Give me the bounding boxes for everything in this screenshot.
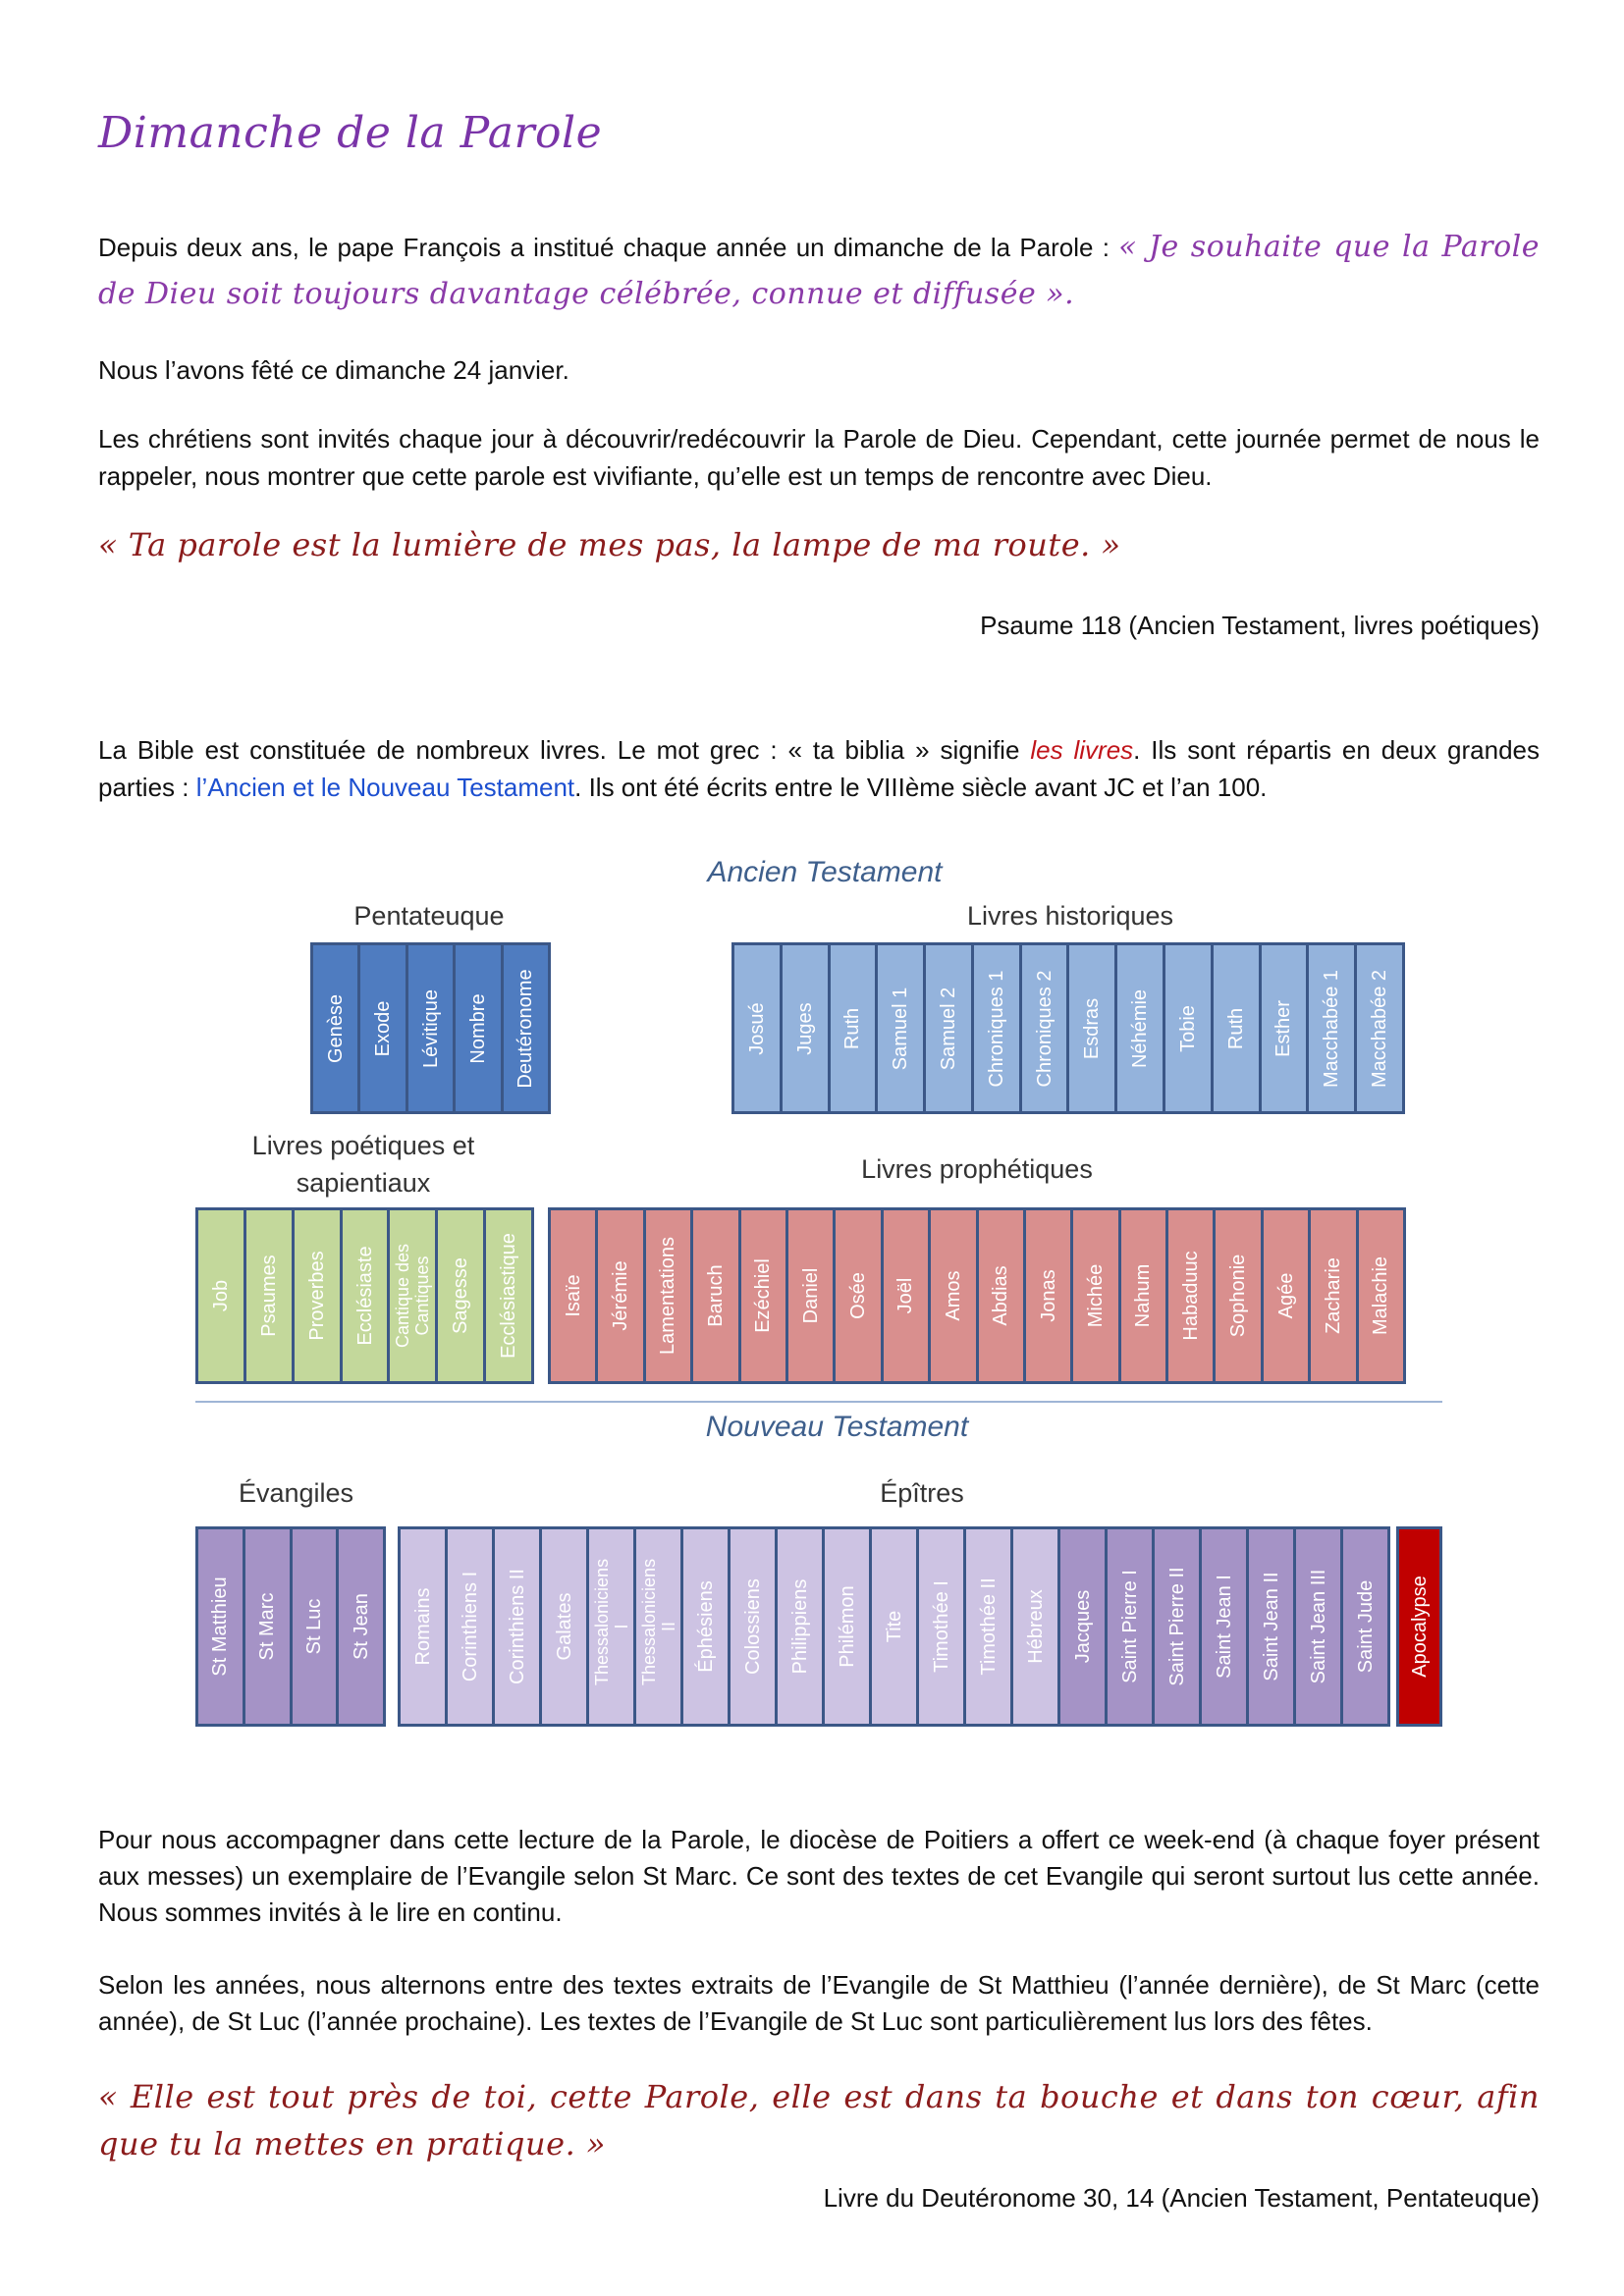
invitation-paragraph: Les chrétiens sont invités chaque jour à découvrir/redécouvrir la Parole de Dieu. Cependant, cette journée permet de nous le rappeler, nous montrer que cette parole est vivifiante, qu’elle est un temps de rencontre avec Dieu. [98, 424, 1540, 491]
book-label: Psaumes [257, 1255, 280, 1337]
bible-paragraph [98, 731, 1540, 806]
book-apocalypse-1 [1399, 1529, 1439, 1724]
book-label: Thessaloniciens II [638, 1558, 678, 1685]
book-epitres-light-3 [495, 1529, 542, 1724]
book-poetiques-5 [390, 1210, 438, 1381]
book-label: Lévitique [419, 988, 442, 1068]
nt-title: Nouveau Testament [705, 1411, 969, 1443]
book-label: Saint Jude [1354, 1579, 1377, 1674]
psalm-quote: « Ta parole est la lumière de mes pas, la lampe de ma route. » [98, 526, 1121, 563]
book-pentateuque-1 [313, 945, 360, 1111]
bible-text-a: La Bible est constituée de nombreux livres. Le mot grec : « ta biblia » signifie [98, 735, 1031, 765]
book-label: Sagesse [450, 1257, 472, 1334]
book-label: Abdias [990, 1265, 1012, 1326]
page-title: Dimanche de la Parole [98, 108, 603, 158]
pentateuque-group [310, 942, 551, 1114]
book-label: Ruth [1224, 1007, 1247, 1049]
book-label: Macchabée 1 [1321, 969, 1343, 1088]
book-prophetiques-12 [1073, 1210, 1120, 1381]
book-epitres-light-14 [1013, 1529, 1060, 1724]
book-label: Thessaloniciens I [591, 1558, 631, 1685]
book-label: St Jean [350, 1593, 372, 1660]
book-label: Habaduuc [1179, 1251, 1202, 1341]
book-label: Chroniques 2 [1033, 970, 1056, 1087]
book-label: Jonas [1037, 1269, 1059, 1322]
book-epitres-light-4 [542, 1529, 589, 1724]
book-historiques-8 [1069, 945, 1117, 1111]
book-prophetiques-2 [598, 1210, 645, 1381]
book-epitres-dark-1 [1060, 1529, 1108, 1724]
book-historiques-7 [1022, 945, 1070, 1111]
bible-text-e: . Ils ont été écrits entre le VIIIème siècle avant JC et l’an 100. [574, 773, 1268, 802]
book-prophetiques-9 [931, 1210, 978, 1381]
book-label: Exode [372, 1000, 395, 1056]
ot-title: Ancien Testament [707, 856, 943, 888]
epitres-group [398, 1526, 1390, 1727]
book-pentateuque-4 [456, 945, 503, 1111]
book-label: Malachie [1370, 1255, 1392, 1336]
diocese-paragraph: Pour nous accompagner dans cette lecture de la Parole, le diocèse de Poitiers a offert ce week-end (à chaque foyer présent aux messes) un exemplaire de l’Evangile selon St Marc. Ce sont des textes de cet Evangile qui seront surtout lus cette année. Nous sommes invités à le lire en continu. [98, 1825, 1540, 1927]
apocalypse-group [1396, 1526, 1442, 1727]
book-epitres-light-7 [683, 1529, 731, 1724]
book-epitres-light-13 [966, 1529, 1013, 1724]
book-label: Josué [745, 1001, 768, 1055]
book-label: Saint Pierre I [1118, 1570, 1141, 1683]
book-label: Saint Jean II [1260, 1572, 1282, 1682]
book-label: Chroniques 1 [985, 970, 1007, 1087]
book-label: Ruth [841, 1007, 864, 1049]
book-epitres-dark-4 [1202, 1529, 1249, 1724]
book-label: Timothée I [930, 1580, 952, 1673]
book-label: Ecclésiastique [498, 1233, 520, 1359]
book-poetiques-1 [198, 1210, 246, 1381]
book-label: Isaïe [562, 1274, 584, 1317]
book-label: Nahum [1132, 1263, 1155, 1328]
book-prophetiques-4 [693, 1210, 740, 1381]
book-label: Saint Jean I [1213, 1575, 1235, 1679]
book-epitres-light-9 [778, 1529, 825, 1724]
book-epitres-dark-6 [1296, 1529, 1343, 1724]
book-epitres-light-11 [872, 1529, 919, 1724]
book-prophetiques-18 [1359, 1210, 1403, 1381]
book-label: Esdras [1081, 997, 1104, 1059]
book-epitres-light-1 [401, 1529, 448, 1724]
book-historiques-12 [1262, 945, 1310, 1111]
pentateuque-label: Pentateuque [353, 901, 505, 931]
book-label: Juges [793, 1001, 816, 1055]
book-historiques-5 [926, 945, 974, 1111]
book-prophetiques-8 [884, 1210, 931, 1381]
book-evangiles-1 [198, 1529, 245, 1724]
book-label: Apocalypse [1408, 1575, 1431, 1678]
book-epitres-dark-5 [1249, 1529, 1296, 1724]
book-label: Joël [894, 1277, 917, 1314]
evangiles-group [195, 1526, 386, 1727]
intro-text: Depuis deux ans, le pape François a institué chaque année un dimanche de la Parole : [98, 233, 1119, 262]
deuteronomy-quote: « Elle est tout près de toi, cette Parole, elle est dans ta bouche et dans ton cœur, afin que tu la mettes en pratique. » [98, 2078, 1540, 2163]
book-label: Deutéronome [514, 968, 537, 1089]
historiques-group [731, 942, 1405, 1114]
book-historiques-1 [734, 945, 783, 1111]
book-label: Tite [883, 1610, 905, 1643]
book-label: Ecclésiaste [353, 1246, 376, 1346]
book-label: Saint Pierre II [1165, 1567, 1188, 1686]
book-evangiles-2 [245, 1529, 293, 1724]
book-prophetiques-11 [1026, 1210, 1073, 1381]
book-label: Philémon [836, 1585, 858, 1668]
prophetiques-label: Livres prophétiques [861, 1154, 1093, 1184]
date-paragraph: Nous l’avons fêté ce dimanche 24 janvier. [98, 355, 569, 385]
poetiques-group [195, 1207, 534, 1384]
book-label: Osée [847, 1272, 870, 1319]
book-label: Genèse [324, 993, 347, 1063]
book-label: Galates [553, 1592, 575, 1661]
book-label: Macchabée 2 [1369, 969, 1391, 1088]
book-prophetiques-13 [1121, 1210, 1168, 1381]
book-prophetiques-16 [1264, 1210, 1311, 1381]
book-label: Sophonie [1227, 1254, 1250, 1338]
book-historiques-14 [1357, 945, 1402, 1111]
bible-text-c: . Ils sont répartis en deux grandes parties : [98, 735, 1540, 802]
book-label: Colossiens [741, 1578, 764, 1675]
book-label: Nombre [466, 992, 489, 1064]
book-label: St Marc [256, 1592, 279, 1661]
book-label: Ezéchiel [752, 1258, 775, 1333]
book-epitres-dark-2 [1108, 1529, 1155, 1724]
prophetiques-group [548, 1207, 1406, 1384]
book-label: Esther [1272, 999, 1295, 1057]
book-prophetiques-10 [979, 1210, 1026, 1381]
book-label: Corinthiens I [459, 1571, 481, 1682]
book-label: Samuel 1 [890, 987, 912, 1070]
book-label: Amos [942, 1270, 964, 1321]
book-label: Romains [411, 1587, 434, 1666]
book-historiques-11 [1214, 945, 1262, 1111]
book-label: Jacques [1071, 1589, 1094, 1664]
book-label: St Matthieu [209, 1576, 232, 1677]
book-label: Néhémie [1129, 988, 1152, 1068]
book-historiques-2 [783, 945, 831, 1111]
book-epitres-light-12 [919, 1529, 966, 1724]
book-label: Job [209, 1279, 232, 1312]
deuteronomy-source: Livre du Deutéronome 30, 14 (Ancien Testament, Pentateuque) [823, 2183, 1540, 2213]
book-prophetiques-5 [741, 1210, 788, 1381]
book-label: Baruch [704, 1264, 727, 1327]
book-label: Michée [1084, 1263, 1107, 1328]
book-epitres-dark-7 [1343, 1529, 1387, 1724]
years-paragraph: Selon les années, nous alternons entre des textes extraits de l’Evangile de St Matthieu (l’année dernière), de St Marc (cette année), de St Luc (l’année prochaine). Les textes de l’Evangile de St Luc sont particulièrement lus lors des fêtes. [98, 1970, 1540, 2036]
epitres-label: Épîtres [880, 1478, 964, 1508]
book-label: Agée [1274, 1272, 1297, 1319]
testaments-highlight: l’Ancien et le Nouveau Testament [195, 773, 575, 802]
book-prophetiques-14 [1168, 1210, 1216, 1381]
book-epitres-light-6 [636, 1529, 683, 1724]
book-prophetiques-6 [788, 1210, 836, 1381]
book-label: Éphésiens [694, 1580, 717, 1673]
book-label: Proverbes [305, 1251, 328, 1341]
book-epitres-light-10 [825, 1529, 872, 1724]
book-label: St Luc [302, 1598, 325, 1655]
pope-quote: « Je souhaite que la Parole de Dieu soit toujours davantage célébrée, connue et diffusée ». [98, 230, 1540, 311]
book-pentateuque-3 [408, 945, 456, 1111]
book-label: Tobie [1176, 1004, 1199, 1052]
book-epitres-light-2 [448, 1529, 495, 1724]
book-poetiques-6 [438, 1210, 486, 1381]
book-prophetiques-15 [1216, 1210, 1263, 1381]
book-prophetiques-1 [551, 1210, 598, 1381]
les-livres-highlight: les livres [1030, 735, 1134, 765]
book-label: Cantique des Cantiques [393, 1243, 433, 1349]
book-label: Corinthiens II [506, 1569, 528, 1684]
book-historiques-9 [1117, 945, 1165, 1111]
book-historiques-4 [878, 945, 926, 1111]
psalm-source: Psaume 118 (Ancien Testament, livres poétiques) [980, 611, 1540, 640]
book-label: Daniel [799, 1267, 822, 1324]
book-label: Lamentations [657, 1236, 679, 1356]
historiques-label: Livres historiques [966, 901, 1174, 931]
book-pentateuque-2 [360, 945, 407, 1111]
book-poetiques-2 [246, 1210, 295, 1381]
book-label: Zacharie [1322, 1257, 1344, 1334]
book-poetiques-4 [343, 1210, 391, 1381]
book-label: Philippiens [788, 1578, 811, 1675]
book-historiques-13 [1309, 945, 1357, 1111]
book-label: Jérémie [610, 1260, 632, 1331]
book-epitres-light-5 [589, 1529, 636, 1724]
book-prophetiques-3 [646, 1210, 693, 1381]
evangiles-label: Évangiles [238, 1478, 354, 1508]
book-epitres-light-8 [731, 1529, 778, 1724]
book-label: Hébreux [1024, 1589, 1047, 1664]
intro-paragraph [98, 224, 1540, 318]
book-pentateuque-5 [504, 945, 548, 1111]
book-historiques-6 [974, 945, 1022, 1111]
book-poetiques-7 [486, 1210, 531, 1381]
book-evangiles-3 [293, 1529, 340, 1724]
book-historiques-3 [831, 945, 879, 1111]
book-label: Timothée II [977, 1577, 1000, 1676]
poetiques-label: Livres poétiques et sapientiaux [251, 1131, 475, 1198]
book-epitres-dark-3 [1155, 1529, 1202, 1724]
book-poetiques-3 [295, 1210, 343, 1381]
book-prophetiques-7 [836, 1210, 883, 1381]
book-label: Samuel 2 [938, 987, 960, 1070]
book-label: Saint Jean III [1307, 1569, 1329, 1684]
book-historiques-10 [1165, 945, 1214, 1111]
testament-divider [195, 1401, 1442, 1403]
book-prophetiques-17 [1311, 1210, 1358, 1381]
book-evangiles-4 [339, 1529, 383, 1724]
